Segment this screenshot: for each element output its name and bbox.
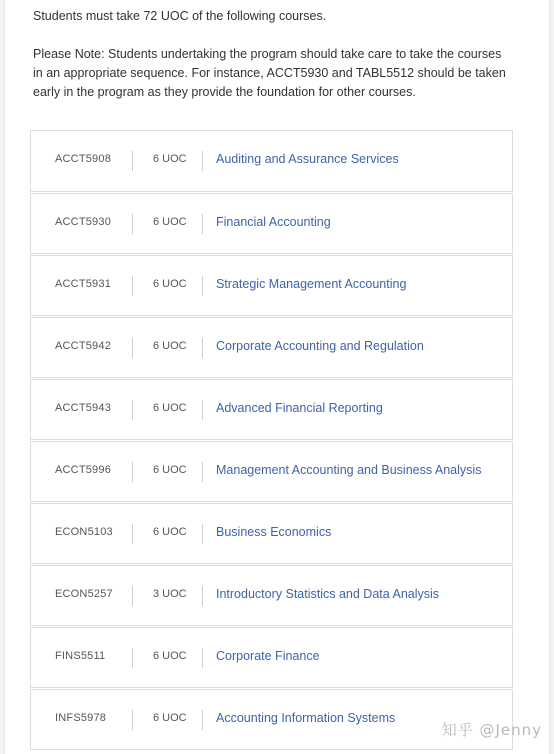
course-code: ACCT5930 (55, 216, 112, 228)
column-divider (132, 586, 133, 606)
column-divider (202, 648, 203, 668)
column-divider (132, 338, 133, 358)
course-row[interactable] (30, 441, 513, 502)
column-divider (132, 710, 133, 730)
course-uoc: 6 UOC (153, 153, 187, 165)
course-code: ECON5257 (55, 588, 113, 600)
course-row[interactable] (30, 565, 513, 626)
course-uoc: 6 UOC (153, 526, 187, 538)
course-title-link[interactable]: Corporate Finance (216, 649, 320, 663)
course-code: ACCT5942 (55, 340, 112, 352)
course-uoc: 3 UOC (153, 588, 187, 600)
column-divider (202, 524, 203, 544)
uoc-requirement: Students must take 72 UOC of the following courses. (33, 9, 327, 23)
column-divider (132, 151, 133, 171)
course-row[interactable] (30, 379, 513, 440)
column-divider (202, 214, 203, 234)
column-divider (202, 462, 203, 482)
column-divider (202, 400, 203, 420)
course-uoc: 6 UOC (153, 278, 187, 290)
course-list (30, 130, 513, 750)
course-code: ACCT5943 (55, 402, 112, 414)
column-divider (202, 151, 203, 171)
column-divider (202, 276, 203, 296)
content-panel (4, 0, 550, 754)
column-divider (202, 710, 203, 730)
sequence-note: Please Note: Students undertaking the program should take care to take the courses in an appropriate sequence. For instance, ACCT5930 and TABL5512 should be taken early in the program as they provide the foundation for other courses. (33, 47, 506, 99)
column-divider (132, 400, 133, 420)
course-title-link[interactable]: Management Accounting and Business Analysis (216, 463, 482, 477)
course-uoc: 6 UOC (153, 464, 187, 476)
course-uoc: 6 UOC (153, 712, 187, 724)
course-uoc: 6 UOC (153, 340, 187, 352)
column-divider (202, 586, 203, 606)
intro-text (33, 7, 513, 102)
course-title-link[interactable]: Advanced Financial Reporting (216, 401, 383, 415)
course-title-link[interactable]: Accounting Information Systems (216, 711, 396, 725)
course-code: ECON5103 (55, 526, 113, 538)
column-divider (132, 276, 133, 296)
column-divider (132, 524, 133, 544)
course-title-link[interactable]: Business Economics (216, 525, 332, 539)
column-divider (132, 648, 133, 668)
course-row[interactable] (30, 255, 513, 316)
course-code: INFS5978 (55, 712, 107, 724)
course-row[interactable] (30, 193, 513, 254)
course-code: ACCT5996 (55, 464, 112, 476)
course-row[interactable] (30, 503, 513, 564)
course-uoc: 6 UOC (153, 650, 187, 662)
course-title-link[interactable]: Introductory Statistics and Data Analysis (216, 587, 440, 601)
course-uoc: 6 UOC (153, 402, 187, 414)
column-divider (132, 462, 133, 482)
course-code: ACCT5931 (55, 278, 112, 290)
column-divider (132, 214, 133, 234)
watermark: 知乎 @Jenny (441, 721, 542, 739)
course-title-link[interactable]: Auditing and Assurance Services (216, 152, 399, 166)
course-code: ACCT5908 (55, 153, 112, 165)
course-code: FINS5511 (55, 650, 106, 662)
course-row[interactable] (30, 317, 513, 378)
column-divider (202, 338, 203, 358)
course-title-link[interactable]: Financial Accounting (216, 215, 331, 229)
course-uoc: 6 UOC (153, 216, 187, 228)
course-title-link[interactable]: Corporate Accounting and Regulation (216, 339, 424, 353)
course-row[interactable] (30, 689, 513, 750)
course-row[interactable] (30, 131, 513, 192)
course-row[interactable] (30, 627, 513, 688)
course-title-link[interactable]: Strategic Management Accounting (216, 277, 407, 291)
